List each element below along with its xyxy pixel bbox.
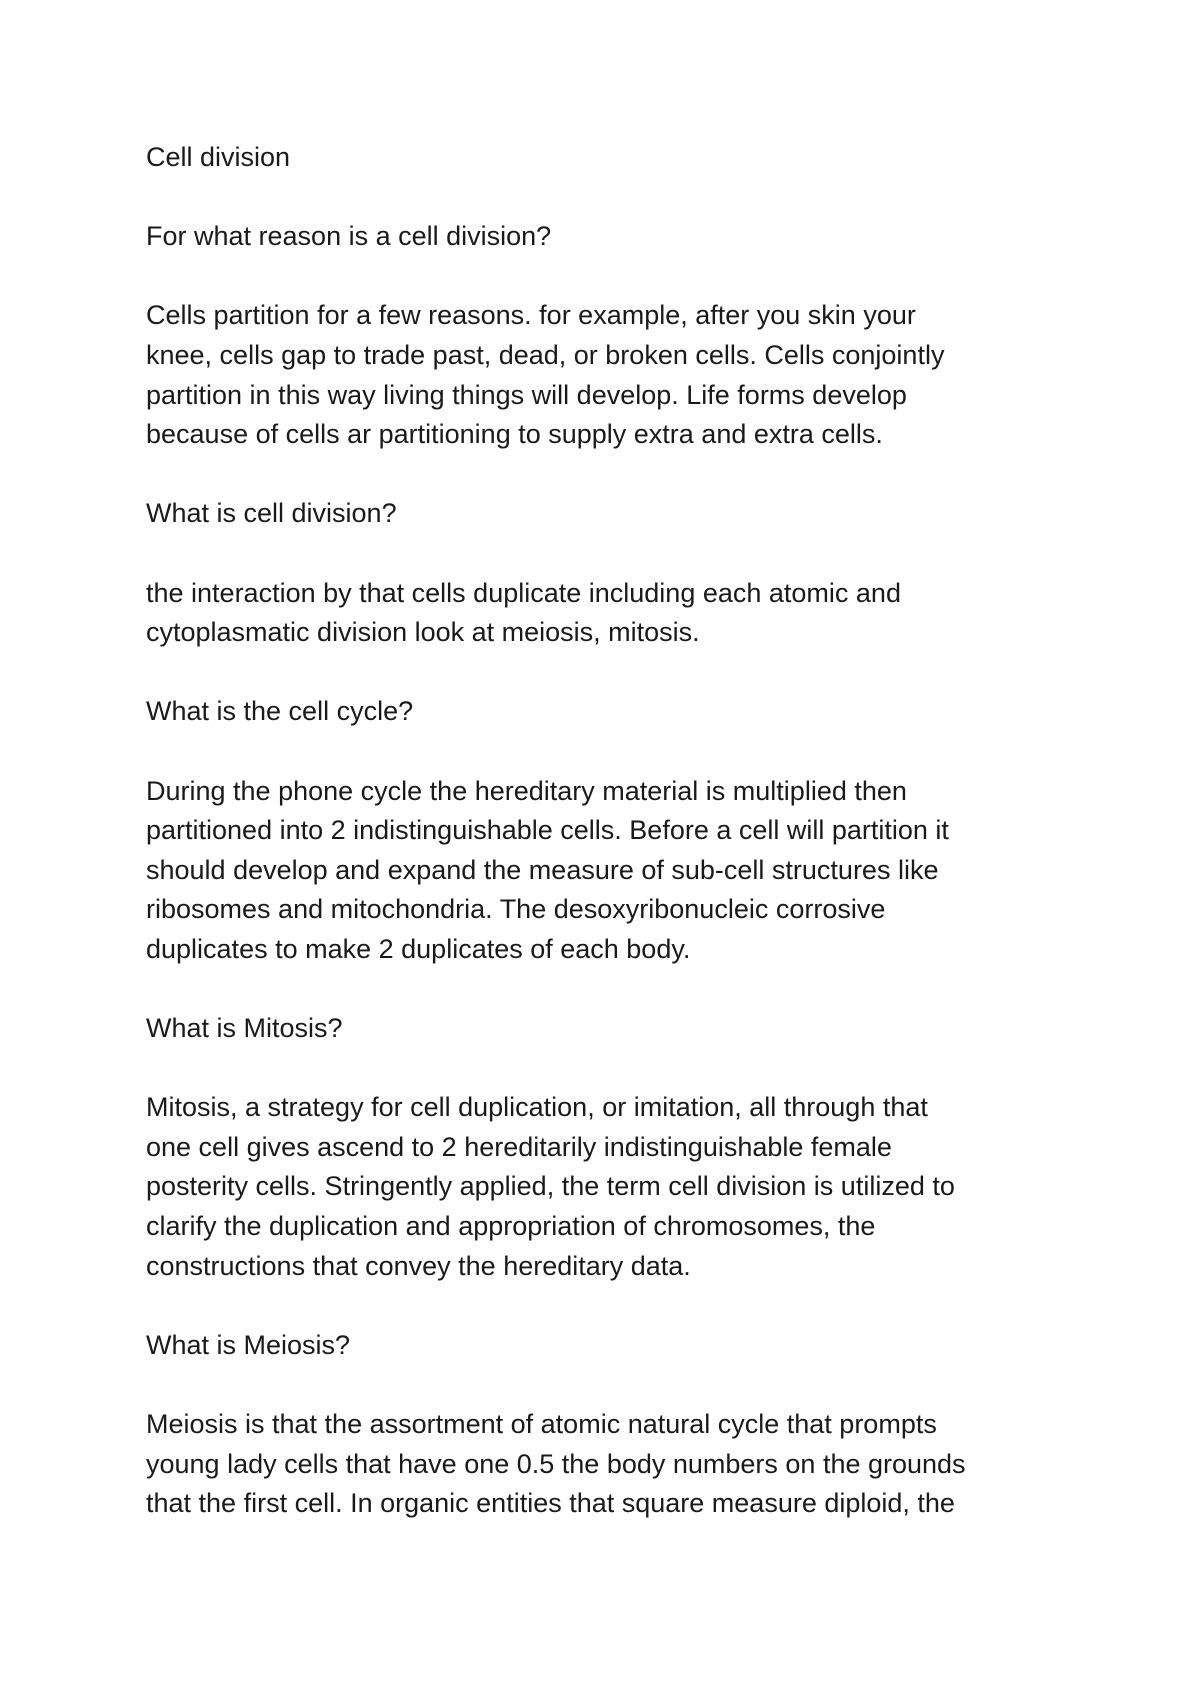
section-answer xyxy=(146,772,1086,970)
section-answer xyxy=(146,296,1086,454)
section-answer xyxy=(146,1405,1086,1524)
answer-line: constructions that convey the hereditary data. xyxy=(146,1250,691,1281)
answer-line: young lady cells that have one 0.5 the body numbers on the grounds xyxy=(146,1448,966,1479)
answer-line: ribosomes and mitochondria. The desoxyribonucleic corrosive xyxy=(146,894,886,925)
answer-line: should develop and expand the measure of sub-cell structures like xyxy=(146,854,939,885)
answer-line: Cells partition for a few reasons. for example, after you skin your xyxy=(146,300,916,331)
section-question: What is Mitosis? xyxy=(146,1013,343,1044)
answer-line: partition in this way living things will develop. Life forms develop xyxy=(146,379,907,410)
section-question: What is Meiosis? xyxy=(146,1329,351,1360)
section-answer xyxy=(146,574,1086,653)
document-title: Cell division xyxy=(146,142,291,172)
document-page xyxy=(146,138,1086,1563)
answer-line: Meiosis is that the assortment of atomic natural cycle that prompts xyxy=(146,1409,937,1439)
section-question: For what reason is a cell division? xyxy=(146,221,552,252)
section-question: What is cell division? xyxy=(146,498,397,529)
answer-line: duplicates to make 2 duplicates of each body. xyxy=(146,933,691,964)
answer-line: During the phone cycle the hereditary material is multiplied then xyxy=(146,775,907,806)
answer-line: clarify the duplication and appropriation of chromosomes, the xyxy=(146,1211,876,1242)
answer-line: that the first cell. In organic entities that square measure diploid, the xyxy=(146,1488,955,1519)
answer-line: one cell gives ascend to 2 hereditarily indistinguishable female xyxy=(146,1131,892,1162)
answer-line: because of cells ar partitioning to supply extra and extra cells. xyxy=(146,419,883,450)
answer-line: the interaction by that cells duplicate including each atomic and xyxy=(146,577,901,608)
section-question: What is the cell cycle? xyxy=(146,696,414,727)
answer-line: Mitosis, a strategy for cell duplication, or imitation, all through that xyxy=(146,1092,928,1123)
answer-line: knee, cells gap to trade past, dead, or broken cells. Cells conjointly xyxy=(146,339,945,370)
answer-line: cytoplasmatic division look at meiosis, mitosis. xyxy=(146,617,700,648)
answer-line: partitioned into 2 indistinguishable cells. Before a cell will partition it xyxy=(146,815,949,846)
answer-line: posterity cells. Stringently applied, the term cell division is utilized to xyxy=(146,1171,955,1202)
section-answer xyxy=(146,1088,1086,1286)
